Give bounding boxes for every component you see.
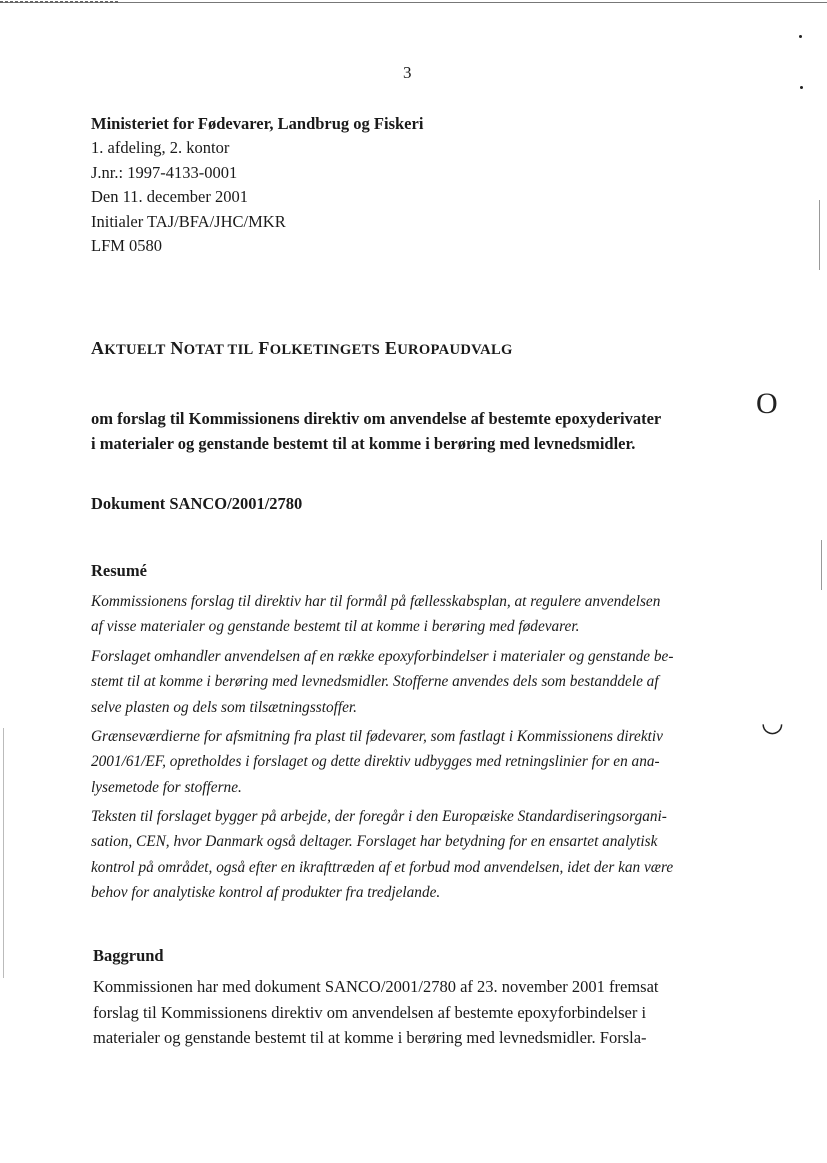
scan-speck: [819, 200, 820, 270]
subject-line: i materialer og genstande bestemt til at komme i berøring med levnedsmidler.: [91, 434, 636, 453]
scan-speck: [821, 540, 822, 590]
document-title: AKTUELT NOTAT TIL FOLKETINGETS EUROPAUDVALG: [91, 338, 513, 358]
scan-dot: [799, 35, 802, 38]
ministry-name: Ministeriet for Fødevarer, Landbrug og Fiskeri: [91, 114, 424, 133]
page-number: 3: [403, 63, 412, 82]
baggrund-heading: Baggrund: [93, 946, 164, 965]
scan-scratch: [0, 1, 120, 3]
document-date: Den 11. december 2001: [91, 187, 248, 207]
scan-edge-left: [3, 728, 4, 978]
baggrund-paragraph: Kommissionen har med dokument SANCO/2001/2780 af 23. november 2001 fremsat forslag til Kommissionens direktiv om anvendelsen af bestemte epoxyforbindelser i materialer og genstande bestemt til at komme i berøring med levnedsmidler. Forsla-: [93, 977, 659, 1047]
scan-edge-line: [0, 2, 827, 3]
scan-dot: [800, 86, 803, 89]
resume-paragraph: Kommissionens forslag til direktiv har til formål på fællesskabsplan, at regulere anvendelsen af visse materialer og genstande bestemt til at komme i berøring med fødevarer.: [91, 593, 661, 636]
initials-line: Initialer TAJ/BFA/JHC/MKR: [91, 211, 286, 231]
resume-paragraph: Teksten til forslaget bygger på arbejde, der foregår i den Europæiske Standardiseringsorgani- sation, CEN, hvor Danmark også deltager. Forslaget har betydning for en ensartet analytisk kontrol på området, også efter en ikrafttræden af et forbud mod anvendelsen, idet der kan være behov for analytiske kontrol af produkter fra tredjelande.: [91, 808, 674, 902]
resume-paragraph: Grænseværdierne for afsmitning fra plast til fødevarer, som fastlagt i Kommissionens direktiv 2001/61/EF, opretholdes i forslaget og dette direktiv udbygges med retningslinier for en ana- lysemetode for stofferne.: [91, 728, 663, 796]
document-reference: Dokument SANCO/2001/2780: [91, 494, 303, 513]
letterhead: [91, 112, 423, 258]
resume-heading: Resumé: [91, 561, 147, 580]
journal-number: J.nr.: 1997-4133-0001: [91, 162, 238, 182]
punch-hole-mark-icon: ◡: [761, 708, 784, 737]
reference-code: LFM 0580: [91, 236, 163, 256]
punch-hole-mark-icon: O: [756, 387, 778, 420]
subject-line: om forslag til Kommissionens direktiv om anvendelse af bestemte epoxyderivater: [91, 409, 662, 428]
subject-heading: [91, 406, 751, 456]
department-line: 1. afdeling, 2. kontor: [91, 138, 230, 158]
resume-paragraph: Forslaget omhandler anvendelsen af en række epoxyforbindelser i materialer og genstande be- stemt til at komme i berøring med levnedsmidler. Stofferne anvendes dels som bestanddele af selve plasten og dels som tilsætningsstoffer.: [91, 648, 674, 716]
